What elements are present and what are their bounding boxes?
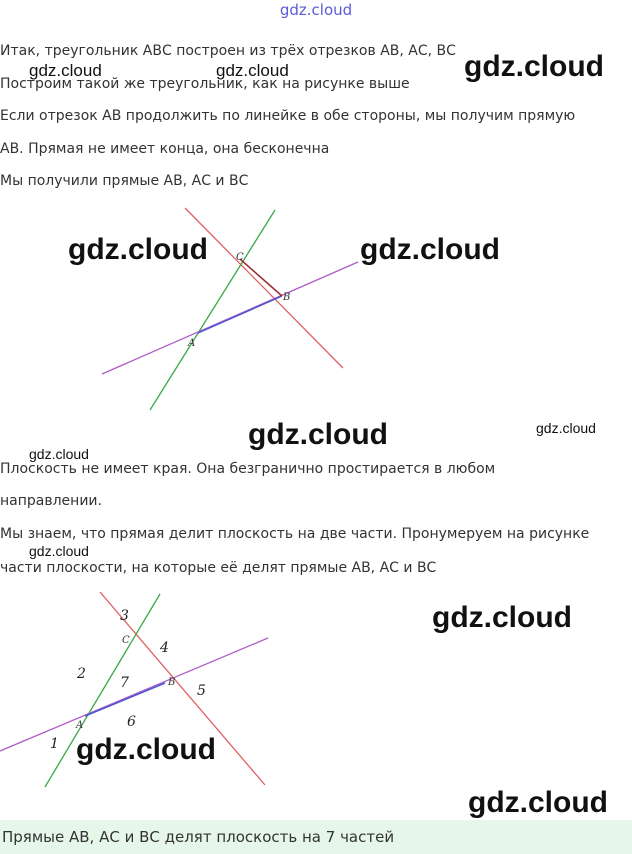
conclusion-box bbox=[0, 820, 632, 854]
paragraph-7: направлении. bbox=[0, 493, 102, 509]
watermark: gdz.cloud bbox=[216, 61, 289, 80]
point-b-label: B bbox=[168, 677, 176, 688]
paragraph-8: Мы знаем, что прямая делит плоскость на две части. Пронумеруем на рисунке bbox=[0, 526, 590, 542]
region-2: 2 bbox=[77, 666, 86, 682]
watermark: gdz.cloud bbox=[76, 733, 216, 766]
paragraph-4: АВ. Прямая не имеет конца, она бесконечна bbox=[0, 141, 330, 157]
watermark: gdz.cloud bbox=[468, 786, 608, 819]
watermark: gdz.cloud bbox=[360, 233, 500, 266]
segment-bc bbox=[240, 259, 282, 296]
paragraph-6: Плоскость не имеет края. Она безгранично простирается в любом bbox=[0, 461, 496, 477]
region-4: 4 bbox=[160, 640, 169, 656]
region-6: 6 bbox=[127, 714, 136, 730]
watermark: gdz.cloud bbox=[464, 50, 604, 83]
point-a-label: A bbox=[76, 720, 84, 731]
paragraph-5: Мы получили прямые АВ, АС и ВС bbox=[0, 173, 249, 189]
paragraph-1: Итак, треугольник АВС построен из трёх отрезков АВ, АС, ВС bbox=[0, 43, 456, 59]
line-ab bbox=[102, 262, 358, 374]
point-b-label: B bbox=[283, 292, 291, 303]
point-a-label: A bbox=[188, 338, 196, 349]
watermark: gdz.cloud bbox=[29, 446, 89, 462]
conclusion-text: Прямые АВ, АС и ВС делят плоскость на 7 частей bbox=[2, 828, 395, 846]
point-c-label: C bbox=[122, 635, 130, 646]
site-logo[interactable]: gdz.cloud bbox=[279, 1, 353, 19]
paragraph-3: Если отрезок АВ продолжить по линейке в обе стороны, мы получим прямую bbox=[0, 108, 576, 124]
watermark: gdz.cloud bbox=[29, 543, 89, 559]
point-c-label: C bbox=[236, 252, 244, 263]
paragraph-2: Построим такой же треугольник, как на рисунке выше bbox=[0, 76, 410, 92]
watermark: gdz.cloud bbox=[536, 420, 596, 436]
watermark: gdz.cloud bbox=[29, 61, 102, 80]
segment-ab bbox=[198, 296, 282, 333]
region-5: 5 bbox=[197, 683, 206, 699]
region-1: 1 bbox=[50, 736, 59, 752]
region-7: 7 bbox=[120, 675, 129, 691]
watermark: gdz.cloud bbox=[68, 233, 208, 266]
watermark: gdz.cloud bbox=[248, 418, 388, 451]
watermark: gdz.cloud bbox=[432, 601, 572, 634]
paragraph-9: части плоскости, на которые её делят прямые АВ, АС и ВС bbox=[0, 560, 437, 576]
line-bc bbox=[185, 208, 343, 368]
region-3: 3 bbox=[120, 608, 129, 624]
